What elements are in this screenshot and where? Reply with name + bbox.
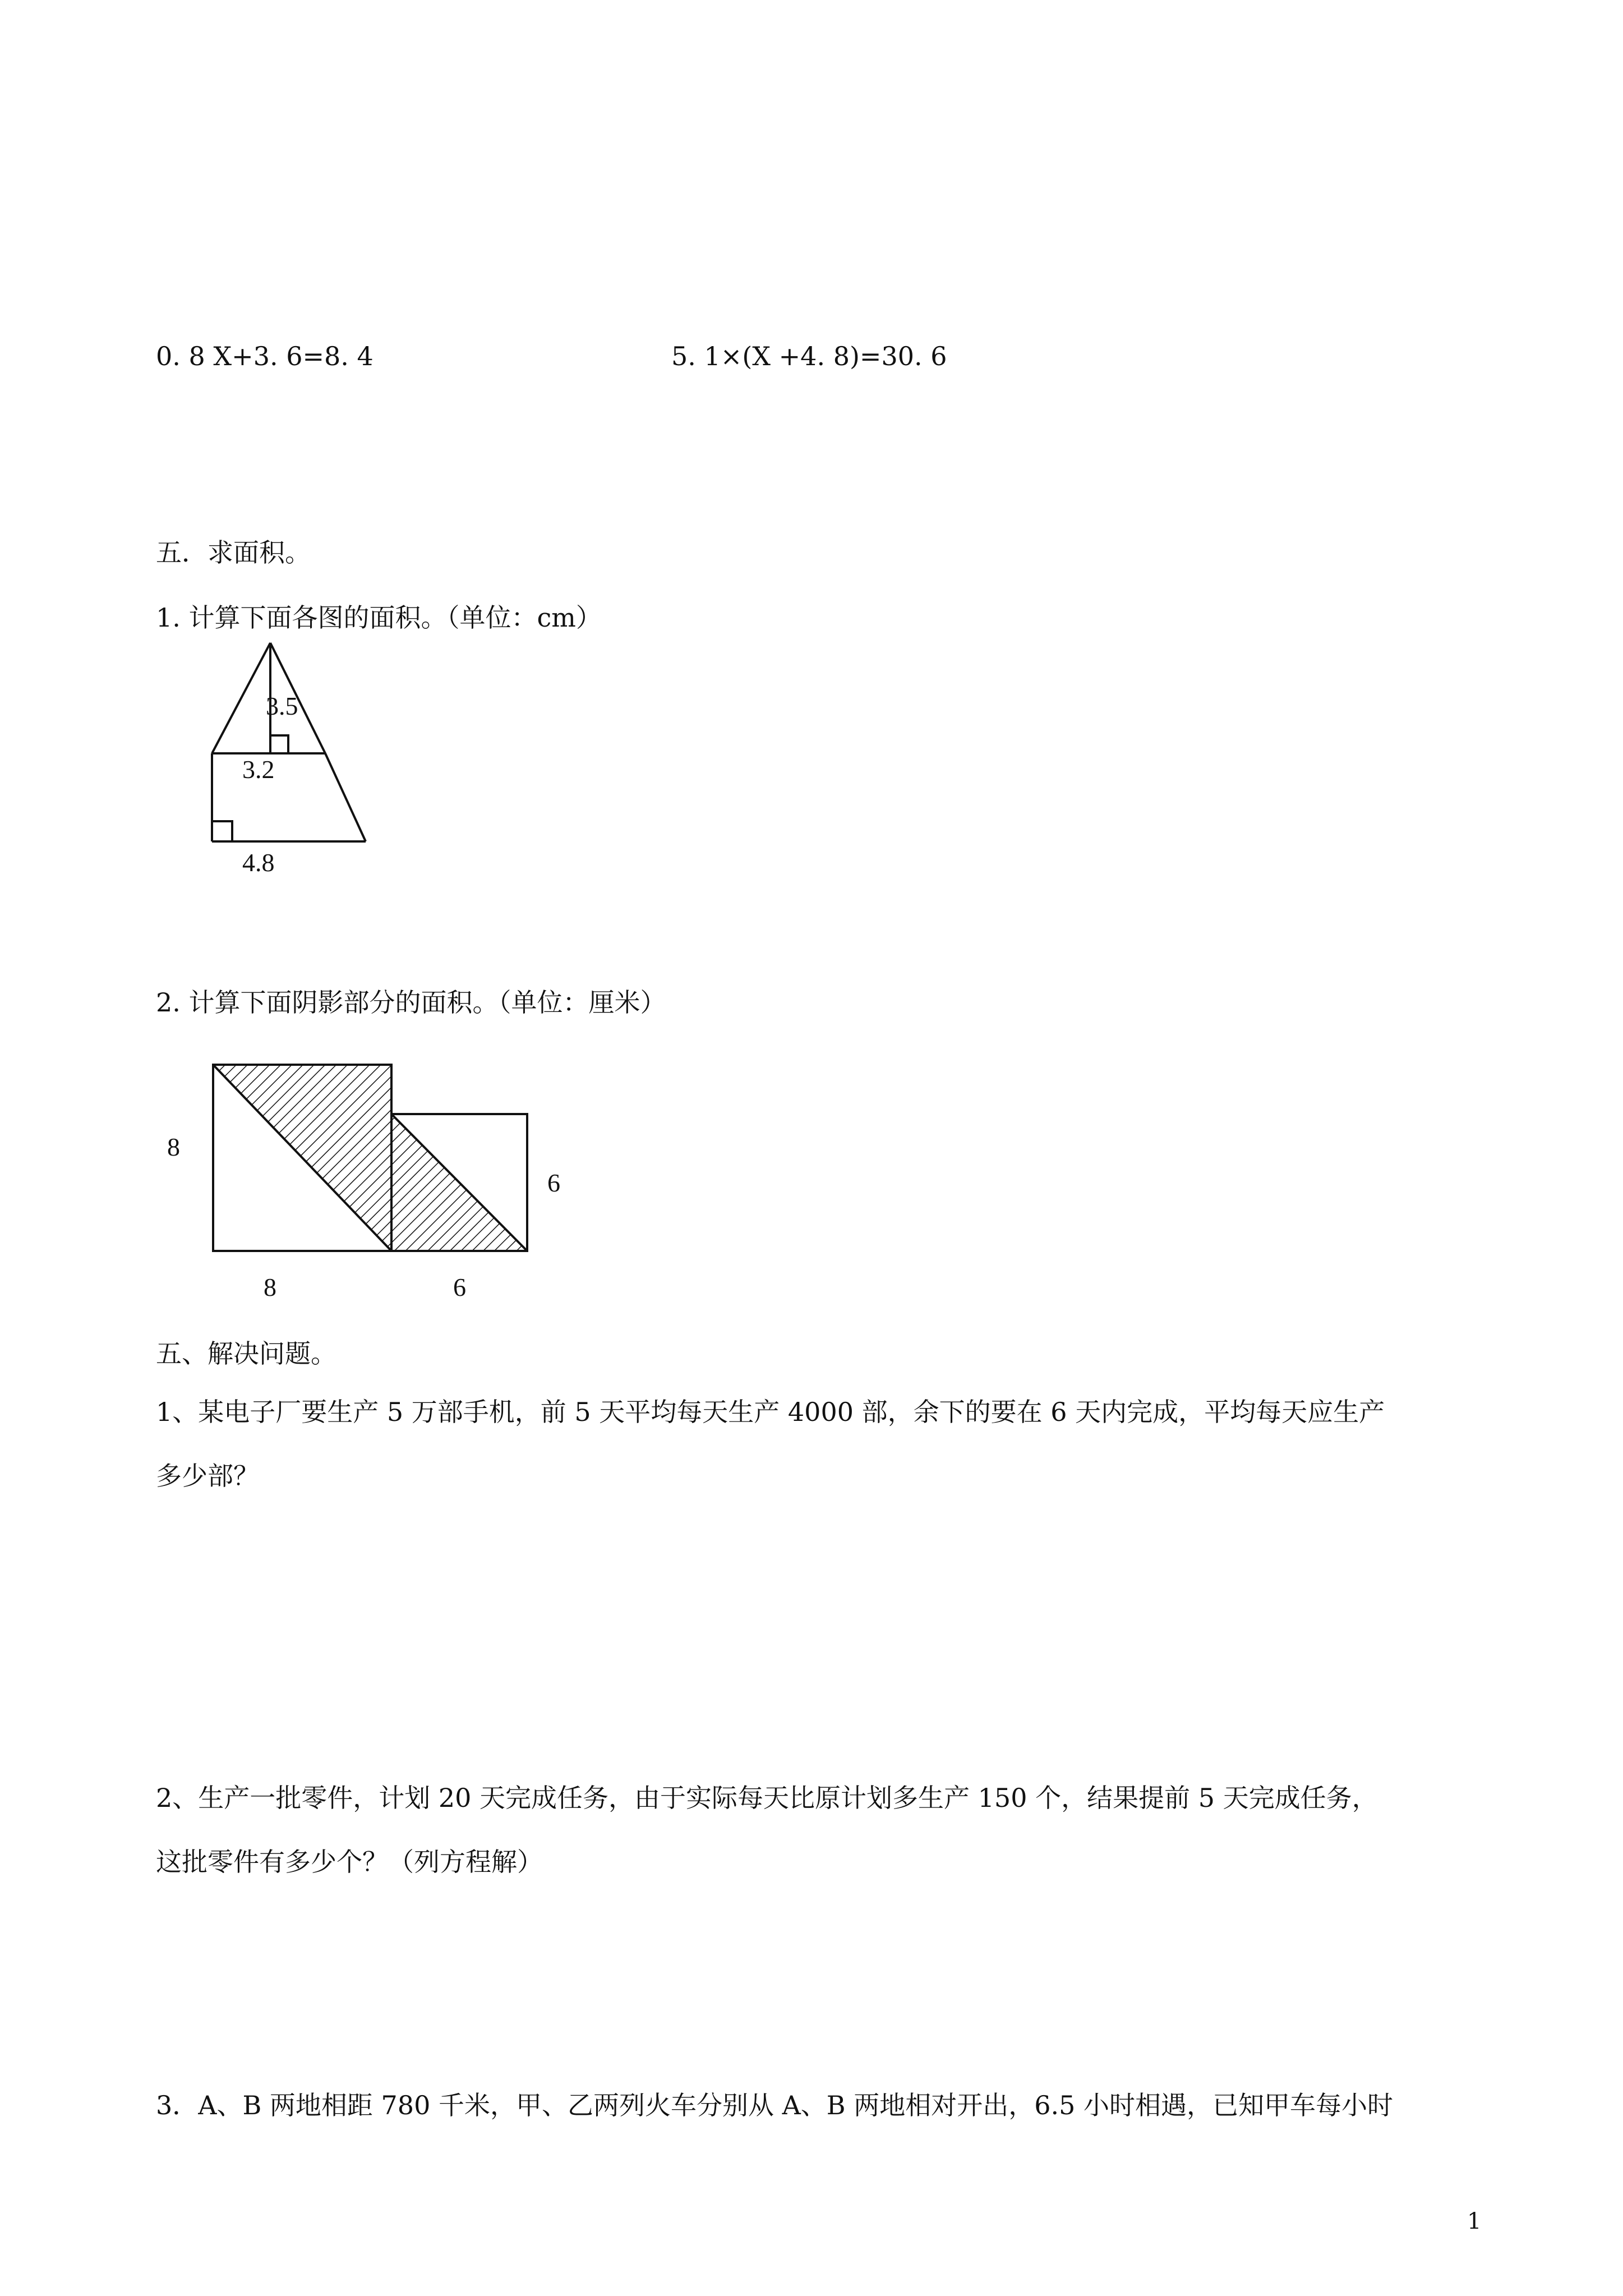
label-bottom-width: 4.8	[242, 848, 275, 877]
label-right-width: 6	[453, 1273, 466, 1301]
problem-2-line-1: 2、生产一批零件，计划 20 天完成任务，由于实际每天比原计划多生产 150 个，结果提前 5 天完成任务，	[156, 1783, 1378, 1813]
label-left-width: 8	[264, 1273, 276, 1301]
equation-1: 0. 8 X+3. 6=8. 4	[156, 341, 374, 371]
figure-triangle-trapezoid	[202, 634, 381, 886]
right-angle-mark-bottom	[212, 821, 232, 841]
page-number: 1	[1467, 2208, 1482, 2234]
section-heading-area: 五．求面积。	[156, 537, 311, 568]
problem-3-line-1: 3．A、B 两地相距 780 千米，甲、乙两列火车分别从 A、B 两地相对开出，6.5 小时相遇，已知甲车每小时	[156, 2090, 1394, 2120]
trapezoid-slant-side	[325, 753, 366, 841]
question-1: 1. 计算下面各图的面积。（单位：cm）	[156, 602, 602, 633]
label-right-height: 6	[547, 1168, 560, 1197]
problem-1-line-2: 多少部？	[156, 1461, 259, 1491]
section-heading-problems: 五、解决问题。	[156, 1338, 336, 1369]
problem-2-line-2: 这批零件有多少个？（列方程解）	[156, 1847, 543, 1877]
label-height: 3.5	[266, 692, 298, 720]
question-2: 2. 计算下面阴影部分的面积。（单位：厘米）	[156, 987, 666, 1018]
right-angle-mark-top	[270, 735, 288, 753]
triangle-left-side	[212, 643, 270, 753]
equation-2: 5. 1×(X +4. 8)=30. 6	[671, 341, 947, 371]
label-left-height: 8	[167, 1133, 180, 1161]
problem-1-line-1: 1、某电子厂要生产 5 万部手机，前 5 天平均每天生产 4000 部，余下的要在 6 天内完成，平均每天应生产	[156, 1397, 1385, 1427]
label-top-width: 3.2	[242, 755, 275, 784]
figure-shaded-squares	[157, 1055, 583, 1301]
